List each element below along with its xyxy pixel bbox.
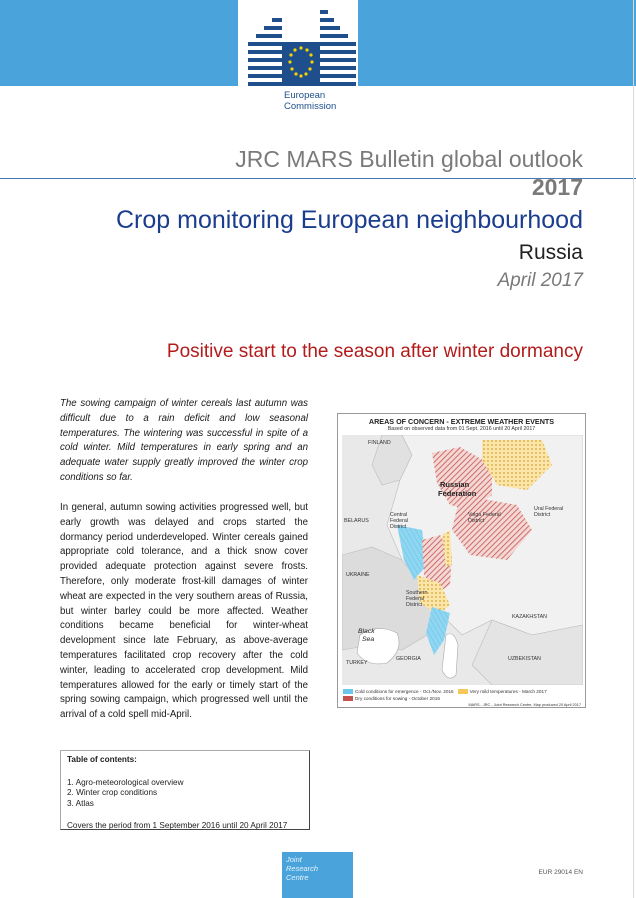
issue-date: April 2017 bbox=[497, 270, 583, 291]
map-label-southern-district: Southern Federal District bbox=[406, 590, 428, 608]
legend-swatch-dry bbox=[343, 696, 353, 701]
map-label-volga-district: Volga Federal District bbox=[468, 512, 501, 524]
map-label-kazakhstan: KAZAKHSTAN bbox=[512, 614, 547, 620]
report-id: EUR 29014 EN bbox=[538, 869, 583, 876]
map-label-belarus: BELARUS bbox=[344, 518, 369, 524]
org-line1: European bbox=[284, 90, 326, 101]
intro-paragraph: The sowing campaign of winter cereals last autumn was difficult due to a rain deficit and low seasonal temperatures. The wintering was successful in spite of a cold winter. Mild temperatures in early spring and an adequate water supply greatly improved the winter crop conditions so far. bbox=[60, 398, 308, 483]
toc-item: 2. Winter crop conditions bbox=[67, 788, 158, 797]
bulletin-title: JRC MARS Bulletin global outlook bbox=[235, 146, 583, 172]
map-credit: MARS - JRC - Joint Research Centre, Map produced 20 April 2017 bbox=[468, 703, 581, 707]
body-paragraph: In general, autumn sowing activities progressed well, but early growth was delayed and crops started the dormancy period underdeveloped. Winter cereals gained appropriate cold tolerance, and a thick snow cover provided adequate protection against severe frosts. Therefore, only moderate frost-kill damages of winter wheat are expected in the very southern areas of Russia, but winter barley could be more affected. Weather conditions became beneficial for winter-wheat development since late February, as above-average temperatures facilitated crop recovery after the cold winter, leading to accelerated crop development. Mild temperatures allowed for the early or timely start of the spring sowing campaign, which progressed well until the arrival of a cold spell mid-April. bbox=[60, 502, 308, 721]
map-label-federation: Federation bbox=[438, 489, 477, 498]
map-legend bbox=[343, 688, 581, 709]
toc-period: Covers the period from 1 September 2016 until 20 April 2017 bbox=[67, 821, 288, 830]
legend-cold: Cold conditions for emergence - Oct./Nov. 2016 bbox=[355, 689, 454, 694]
map-figure bbox=[337, 413, 586, 708]
toc-title: Table of contents: bbox=[67, 755, 137, 764]
org-line2: Commission bbox=[284, 101, 337, 112]
map-label-turkey: TURKEY bbox=[346, 660, 368, 666]
legend-swatch-mild bbox=[458, 689, 468, 694]
organisation-name bbox=[284, 90, 336, 112]
areas-of-concern-map bbox=[342, 435, 583, 685]
jrc-line1: Joint bbox=[286, 855, 302, 864]
map-label-ural-district: Ural Federal District bbox=[534, 506, 564, 518]
toc-item: 3. Atlas bbox=[67, 798, 94, 808]
map-label-finland: FINLAND bbox=[368, 440, 391, 446]
map-title: AREAS OF CONCERN - EXTREME WEATHER EVENTS bbox=[368, 417, 555, 426]
map-subtitle: Based on observed data from 01 Sept. 2016 until 20 April 2017 bbox=[387, 426, 536, 432]
legend-dry: Dry conditions for sowing - October 2016 bbox=[355, 696, 440, 701]
map-label-uzbekistan: UZBEKISTAN bbox=[508, 656, 541, 662]
headline: Positive start to the season after winter dormancy bbox=[166, 341, 583, 362]
page-edge bbox=[633, 0, 634, 898]
bulletin-year: 2017 bbox=[531, 174, 583, 200]
legend-mild: Very mild temperatures - March 2017 bbox=[469, 689, 547, 694]
jrc-logo-text bbox=[286, 855, 318, 882]
legend-swatch-cold bbox=[343, 689, 353, 694]
map-label-sea: Sea bbox=[362, 636, 375, 643]
jrc-line3: Centre bbox=[286, 873, 309, 882]
subject-title: Crop monitoring European neighbourhood bbox=[116, 206, 583, 234]
table-of-contents bbox=[60, 750, 310, 830]
map-label-black-sea: Black bbox=[358, 628, 375, 635]
toc-item: 1. Agro-meteorological overview bbox=[67, 777, 184, 787]
jrc-line2: Research bbox=[286, 864, 319, 873]
map-label-ukraine: UKRAINE bbox=[346, 572, 370, 578]
european-commission-logo bbox=[246, 8, 358, 88]
map-label-central-district: Central Federal District bbox=[390, 512, 408, 530]
country-title: Russia bbox=[518, 241, 583, 264]
map-label-russia: Russian bbox=[440, 480, 470, 489]
map-label-georgia: GEORGIA bbox=[396, 656, 421, 662]
